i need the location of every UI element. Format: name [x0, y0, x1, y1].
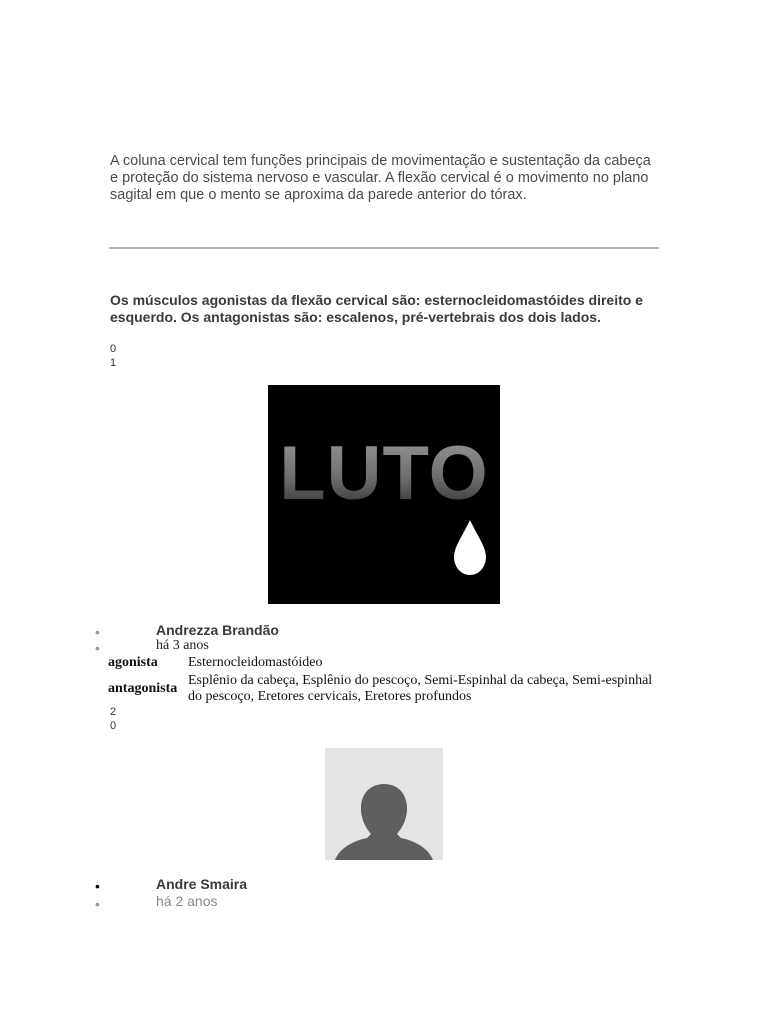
vote-up-count[interactable]: 2	[110, 706, 117, 718]
comment-author[interactable]: Andrezza Brandão	[156, 622, 279, 638]
table-value: Esplênio da cabeça, Esplênio do pescoço, Semi-Espinhal da cabeça, Semi-espinhal do pescoço, Eretores cervicais, Eretores profundos	[188, 673, 653, 704]
bullet-icon: •	[95, 878, 100, 894]
comment-time: há 2 anos	[156, 893, 218, 909]
luto-text: LUTO	[279, 431, 489, 516]
intro-paragraph: A coluna cervical tem funções principais de movimentação e sustentação da cabeça e proteção do sistema nervoso e vascular. A flexão cervical é o movimento no plano sagital em que o mento se aproxima da parede anterior do tórax.	[110, 153, 651, 203]
vote-down-count[interactable]: 1	[110, 357, 117, 369]
table-label: antagonista	[108, 681, 178, 696]
comment-time: há 3 anos	[156, 638, 209, 653]
person-silhouette-icon	[325, 748, 443, 860]
muscle-table	[106, 654, 660, 706]
bullet-icon: •	[95, 624, 100, 640]
table-value: Esternocleidomastóideo	[188, 655, 323, 670]
bullet-icon: •	[95, 640, 100, 656]
vote-down-count[interactable]: 0	[110, 720, 117, 732]
table-row	[106, 672, 660, 706]
luto-avatar-graphic	[268, 385, 500, 604]
vote-up-count[interactable]: 0	[110, 343, 117, 355]
top-answer-text: Os músculos agonistas da flexão cervical são: esternocleidomastóides direito e esquerdo. Os antagonistas são: escalenos, pré-vertebrais dos dois lados.	[110, 292, 643, 325]
luto-avatar-image	[268, 385, 500, 604]
default-avatar	[325, 748, 443, 860]
divider	[109, 247, 659, 249]
bullet-icon: •	[95, 896, 100, 912]
table-label: agonista	[108, 655, 158, 670]
table-row	[106, 654, 660, 672]
drop-icon	[454, 520, 486, 575]
comment-author[interactable]: Andre Smaira	[156, 876, 248, 892]
